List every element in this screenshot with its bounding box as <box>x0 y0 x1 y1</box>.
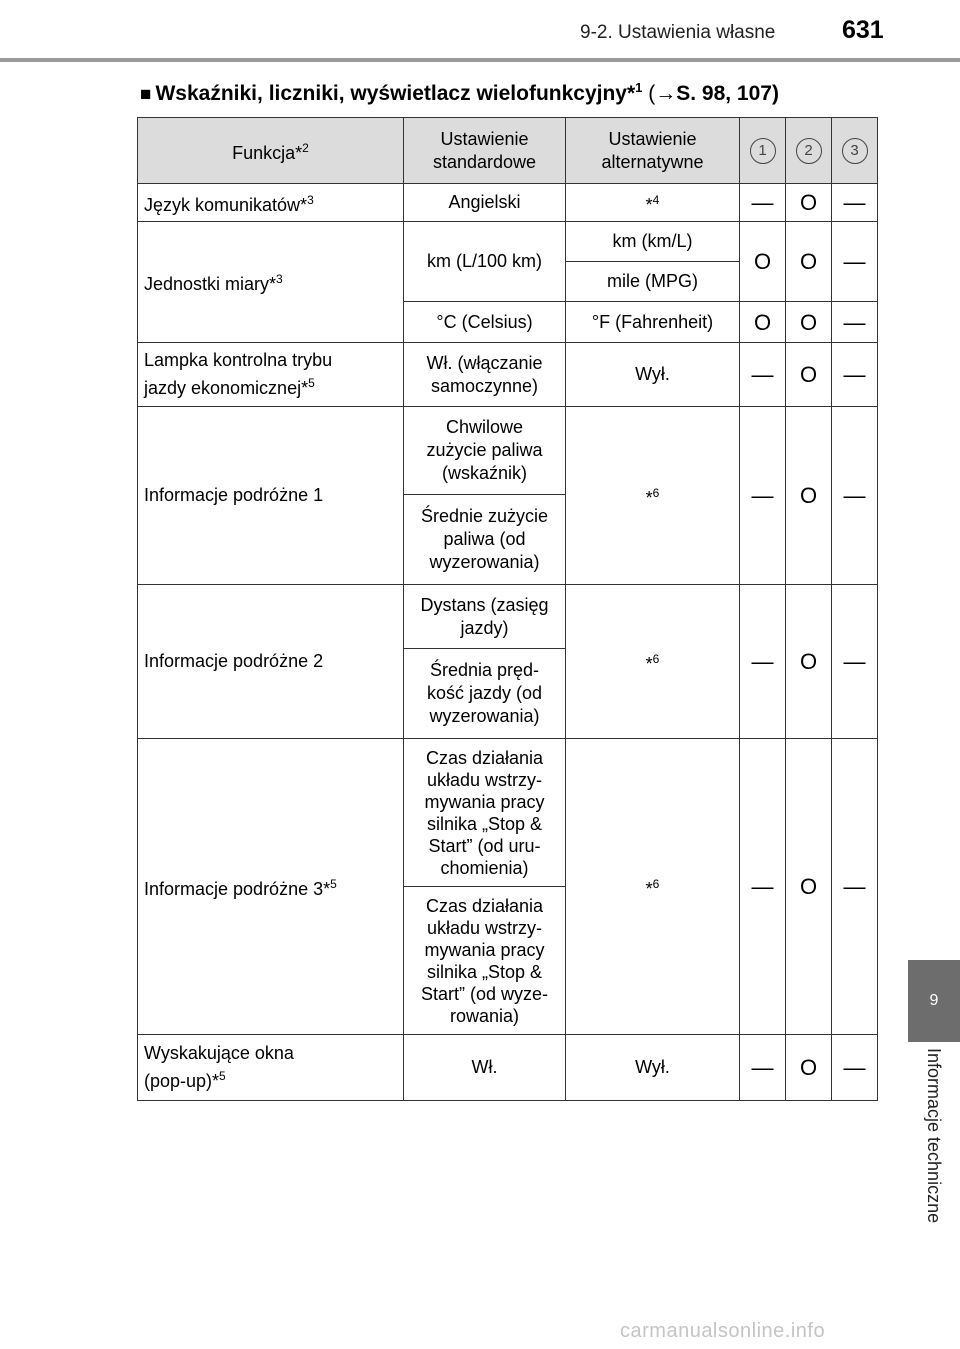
header-divider <box>0 58 960 62</box>
mark-dash: — <box>832 222 878 302</box>
default-cell: km (L/100 km) <box>404 222 566 302</box>
mark-circle: O <box>786 739 832 1035</box>
circled-3-icon: 3 <box>842 138 868 164</box>
alt-cell: km (km/L) <box>566 222 740 262</box>
default-cell: Dystans (zasięg jazdy) <box>404 585 566 649</box>
section-title-text: Wskaźniki, liczniki, wyświetlacz wielofunkcyjny* <box>155 82 636 105</box>
alt-cell: Wył. <box>566 1035 740 1101</box>
default-cell: °C (Celsius) <box>404 302 566 343</box>
mark-dash: — <box>832 739 878 1035</box>
default-cell: Wł. <box>404 1035 566 1101</box>
mark-dash: — <box>832 184 878 222</box>
alt-cell: *$^6$ <box>566 407 740 585</box>
alt-cell: *$^6$ <box>566 585 740 739</box>
alt-cell: *$^6$ <box>566 739 740 1035</box>
section-title <box>140 80 779 106</box>
default-cell: Angielski <box>404 184 566 222</box>
default-cell: Chwilowe zużycie paliwa (wskaźnik) <box>404 407 566 495</box>
function-cell: Informacje podróżne 2 <box>138 585 404 739</box>
mark-circle: O <box>786 302 832 343</box>
table-row <box>138 343 878 407</box>
running-header-section: 9-2. Ustawienia własne <box>580 22 776 43</box>
mark-dash: — <box>740 343 786 407</box>
default-cell: Czas działania układu wstrzy- mywania pracy silnika „Stop & Start” (od uru- chomienia) <box>404 739 566 887</box>
table-row <box>138 739 878 887</box>
mark-dash: — <box>832 302 878 343</box>
function-cell: Wyskakujące okna (pop-up)*$^5$ <box>138 1035 404 1101</box>
function-cell: Informacje podróżne 3*$^5$ <box>138 739 404 1035</box>
default-cell: Średnia pręd- kość jazdy (od wyzerowania) <box>404 649 566 739</box>
function-cell: Jednostki miary*$^3$ <box>138 222 404 343</box>
page-reference-link[interactable]: S. 98, 107) <box>676 82 779 105</box>
table-row <box>138 222 878 262</box>
header-col-2 <box>786 118 832 184</box>
function-cell: Język komunikatów*$^3$ <box>138 184 404 222</box>
circled-1-icon: 1 <box>750 138 776 164</box>
header-function: Funkcja*$^2$ <box>138 118 404 184</box>
default-cell: Czas działania układu wstrzy- mywania pracy silnika „Stop & Start” (od wyze- rowania) <box>404 887 566 1035</box>
table-header-row <box>138 118 878 184</box>
function-cell: Lampka kontrolna trybu jazdy ekonomicznej*$^5$ <box>138 343 404 407</box>
chapter-tab: 9 <box>908 960 960 1042</box>
mark-circle: O <box>786 184 832 222</box>
settings-table <box>137 117 878 1101</box>
mark-dash: — <box>740 739 786 1035</box>
footnote-ref: 1 <box>635 80 643 95</box>
mark-dash: — <box>832 585 878 739</box>
mark-circle: O <box>786 343 832 407</box>
mark-dash: — <box>832 343 878 407</box>
arrow-icon: (→ <box>642 82 677 105</box>
page-number: 631 <box>842 16 884 44</box>
mark-circle: O <box>786 1035 832 1101</box>
watermark: carmanualsonline.info <box>620 1320 826 1342</box>
table-row <box>138 184 878 222</box>
default-cell: Średnie zużycie paliwa (od wyzerowania) <box>404 495 566 585</box>
header-alternative-setting: Ustawienie alternatywne <box>566 118 740 184</box>
alt-cell: mile (MPG) <box>566 262 740 302</box>
alt-cell: *$^4$ <box>566 184 740 222</box>
chapter-label <box>908 1048 960 1268</box>
mark-dash: — <box>832 407 878 585</box>
mark-circle: O <box>786 407 832 585</box>
circled-2-icon: 2 <box>796 138 822 164</box>
function-cell: Informacje podróżne 1 <box>138 407 404 585</box>
header-col-3 <box>832 118 878 184</box>
header-col-1 <box>740 118 786 184</box>
mark-circle: O <box>786 585 832 739</box>
mark-circle: O <box>786 222 832 302</box>
square-bullet-icon: ■ <box>140 84 152 105</box>
default-cell: Wł. (włączanie samoczynne) <box>404 343 566 407</box>
mark-dash: — <box>740 407 786 585</box>
table-row <box>138 407 878 495</box>
table-row <box>138 585 878 649</box>
mark-dash: — <box>832 1035 878 1101</box>
mark-dash: — <box>740 585 786 739</box>
alt-cell: °F (Fahrenheit) <box>566 302 740 343</box>
chapter-label-text: Informacje techniczne <box>924 1048 944 1224</box>
mark-circle: O <box>740 302 786 343</box>
mark-dash: — <box>740 1035 786 1101</box>
mark-circle: O <box>740 222 786 302</box>
table-row <box>138 1035 878 1101</box>
alt-cell: Wył. <box>566 343 740 407</box>
header-default-setting: Ustawienie standardowe <box>404 118 566 184</box>
mark-dash: — <box>740 184 786 222</box>
